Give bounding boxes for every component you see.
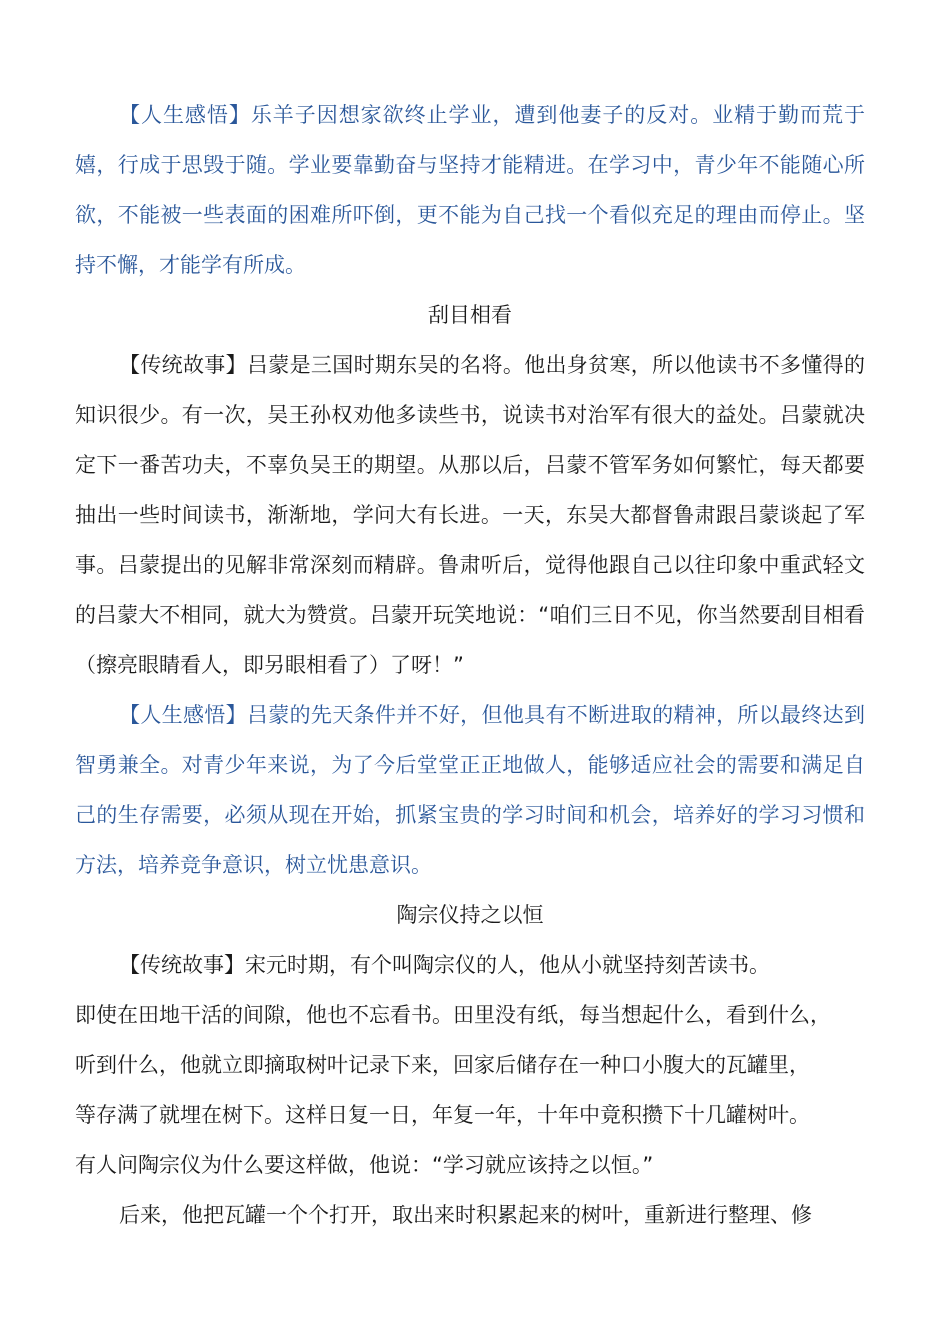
story-title-1: 刮目相看 — [428, 303, 512, 327]
insight-tag: 【人生感悟】 — [119, 703, 247, 727]
document-page — [75, 90, 865, 1240]
story-paragraph-2 — [75, 940, 865, 1190]
insight-text: 乐羊子因想家欲终止学业，遭到他妻子的反对。业精于勤而荒于嬉，行成于思毁于随。学业要靠勤奋与坚持才能精进。在学习中，青少年不能随心所欲，不能被一些表面的困难所吓倒，更不能为自己找一个看似充足的理由而停止。坚持不懈，才能学有所成。 — [75, 103, 866, 277]
story-line: 即使在田地干活的间隙，他也不忘看书。田里没有纸，每当想起什么，看到什么， — [75, 1003, 831, 1027]
story-title-2: 陶宗仪持之以恒 — [396, 903, 544, 927]
story-paragraph-3: 后来，他把瓦罐一个个打开，取出来时积累起来的树叶，重新进行整理、修 — [119, 1203, 812, 1227]
insight-paragraph-1 — [75, 90, 865, 290]
insight-paragraph-2 — [75, 690, 865, 890]
story-paragraph-1 — [75, 340, 865, 690]
story-line: 等存满了就埋在树下。这样日复一日，年复一年，十年中竟积攒下十几罐树叶。 — [75, 1103, 810, 1127]
story-text: 吕蒙是三国时期东吴的名将。他出身贫寒，所以他读书不多懂得的知识很少。有一次，吴王孙权劝他多读些书，说读书对治军有很大的益处。吕蒙就决定下一番苦功夫，不辜负吴王的期望。从那以后，吕蒙不管军务如何繁忙，每天都要抽出一些时间读书，渐渐地，学问大有长进。一天，东吴大都督鲁肃跟吕蒙谈起了军事。吕蒙提出的见解非常深刻而精辟。鲁肃听后，觉得他跟自己以往印象中重武轻文的吕蒙大不相同，就大为赞赏。吕蒙开玩笑地说：“咱们三日不见，你当然要刮目相看（擦亮眼睛看人，即另眼相看了）了呀！” — [75, 353, 866, 677]
story-line: 听到什么，他就立即摘取树叶记录下来，回家后储存在一种口小腹大的瓦罐里， — [75, 1053, 810, 1077]
story-tag: 【传统故事】 — [119, 353, 247, 377]
story-line: 有人问陶宗仪为什么要这样做，他说：“学习就应该持之以恒。” — [75, 1153, 654, 1177]
insight-text: 吕蒙的先天条件并不好，但他具有不断进取的精神，所以最终达到智勇兼全。对青少年来说，为了今后堂堂正正地做人，能够适应社会的需要和满足自己的生存需要，必须从现在开始，抓紧宝贵的学习时间和机会，培养好的学习习惯和方法，培养竞争意识，树立忧患意识。 — [75, 703, 866, 877]
insight-tag: 【人生感悟】 — [119, 103, 251, 127]
story-line: 【传统故事】宋元时期，有个叫陶宗仪的人，他从小就坚持刻苦读书。 — [119, 953, 770, 977]
